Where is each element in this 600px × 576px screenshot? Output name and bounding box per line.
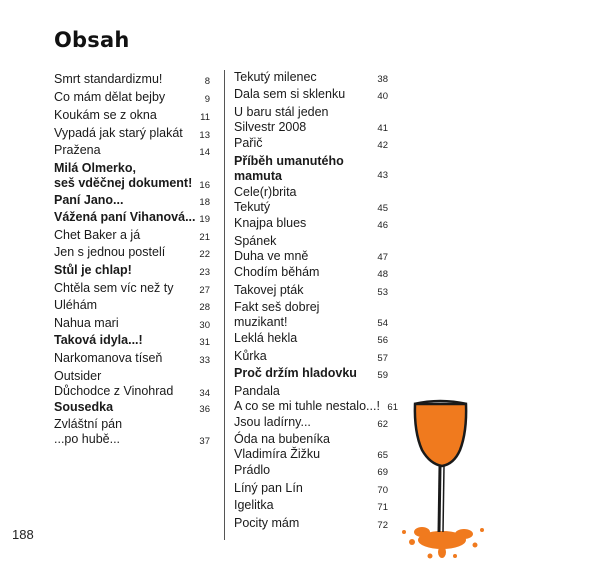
toc-entry-title: Uléhám — [54, 298, 98, 312]
toc-entry-page: 53 — [377, 287, 388, 298]
toc-entry-page: 42 — [377, 140, 388, 151]
toc-entry-title: Vážená paní Vihanová... — [54, 210, 196, 224]
toc-entry-page: 65 — [377, 450, 388, 461]
toc-entry[interactable] — [234, 349, 388, 364]
toc-entry[interactable] — [234, 432, 388, 462]
wine-glass-illustration — [400, 392, 510, 562]
toc-entry[interactable] — [234, 300, 388, 330]
toc-entry-page: 59 — [377, 370, 388, 381]
toc-entry-title: Pražena — [54, 143, 101, 157]
toc-entry-title: Óda na bubeníka Vladimíra Žižku — [234, 432, 330, 461]
toc-entry-page: 56 — [377, 335, 388, 346]
toc-entry-page: 9 — [204, 94, 210, 105]
toc-entry-page: 57 — [377, 353, 388, 364]
toc-entry-page: 71 — [377, 502, 388, 513]
toc-entry[interactable] — [54, 351, 210, 366]
toc-entry-title: Milá Olmerko, seš vděčnej dokument! — [54, 161, 193, 190]
toc-entry[interactable] — [54, 193, 210, 208]
toc-entry-page: 11 — [200, 112, 210, 123]
toc-entry[interactable] — [234, 105, 388, 135]
toc-entry-page: 34 — [199, 388, 210, 399]
toc-entry-title: Jsou ladírny... — [234, 415, 311, 429]
toc-entry-page: 69 — [377, 467, 388, 478]
toc-entry[interactable] — [234, 87, 388, 102]
toc-entry[interactable] — [54, 72, 210, 87]
column-divider — [224, 70, 225, 540]
toc-entry[interactable] — [234, 283, 388, 298]
toc-entry-title: Narkomanova tíseň — [54, 351, 163, 365]
toc-entry[interactable] — [54, 298, 210, 313]
toc-entry-page: 45 — [377, 203, 388, 214]
toc-entry-page: 14 — [199, 147, 210, 158]
toc-entry-title: Pandala A co se mi tuhle nestalo...! — [234, 384, 380, 413]
toc-entry-page: 13 — [199, 130, 210, 141]
toc-entry-page: 48 — [377, 269, 388, 280]
toc-entry-title: Chtěla sem víc než ty — [54, 281, 174, 295]
toc-entry-title: Tekutý milenec — [234, 70, 317, 84]
toc-entry-title: Sousedka — [54, 400, 114, 414]
toc-entry-title: Igelitka — [234, 498, 274, 512]
toc-entry-title: Knajpa blues — [234, 216, 307, 230]
toc-entry-page: 47 — [377, 252, 388, 263]
toc-entry-title: Dala sem si sklenku — [234, 87, 346, 101]
toc-entry-page: 8 — [204, 76, 210, 87]
toc-entry-title: Vypadá jak starý plakát — [54, 126, 183, 140]
toc-entry[interactable] — [234, 136, 388, 151]
toc-entry-title: Líný pan Lín — [234, 481, 303, 495]
toc-entry-title: Příběh umanutého mamuta — [234, 154, 344, 183]
toc-entry-title: Outsider Důchodce z Vinohrad — [54, 369, 174, 398]
toc-entry[interactable] — [234, 70, 388, 85]
toc-entry-title: Fakt seš dobrej muzikant! — [234, 300, 320, 329]
toc-entry-page: 23 — [199, 267, 210, 278]
toc-entry-title: Co mám dělat bejby — [54, 90, 166, 104]
toc-entry-page: 72 — [377, 520, 388, 531]
toc-entry-page: 37 — [199, 436, 210, 447]
toc-entry[interactable] — [234, 384, 398, 414]
toc-entry[interactable] — [54, 210, 210, 225]
toc-entry-page: 46 — [377, 220, 388, 231]
toc-entry-page: 36 — [199, 404, 210, 415]
toc-entry[interactable] — [234, 265, 388, 280]
toc-entry-page: 40 — [377, 91, 388, 102]
toc-entry-page: 62 — [377, 419, 388, 430]
toc-entry[interactable] — [234, 154, 388, 184]
toc-entry[interactable] — [54, 316, 210, 331]
toc-entry-page: 38 — [377, 74, 388, 85]
toc-entry-title: Chodím běhám — [234, 265, 320, 279]
toc-entry[interactable] — [54, 245, 210, 260]
toc-entry[interactable] — [54, 333, 210, 348]
toc-entry-page: 21 — [199, 232, 210, 243]
toc-entry[interactable] — [54, 143, 210, 158]
toc-entry[interactable] — [234, 481, 388, 496]
toc-entry-page: 43 — [377, 170, 388, 181]
toc-entry-page: 61 — [387, 402, 398, 413]
toc-entry[interactable] — [54, 400, 210, 415]
toc-entry-title: Pařič — [234, 136, 263, 150]
toc-entry-page: 30 — [199, 320, 210, 331]
toc-entry[interactable] — [54, 281, 210, 296]
toc-entry-page: 18 — [199, 197, 210, 208]
toc-entry-title: Chet Baker a já — [54, 228, 141, 242]
toc-entry-title: Stůl je chlap! — [54, 263, 132, 277]
toc-entry-title: Paní Jano... — [54, 193, 124, 207]
toc-entry[interactable] — [54, 417, 210, 447]
page-title: Obsah — [54, 28, 130, 52]
toc-entry-page: 31 — [199, 337, 210, 348]
toc-entry-page: 19 — [199, 214, 210, 225]
toc-entry-title: Leklá hekla — [234, 331, 298, 345]
toc-entry-title: Kůrka — [234, 349, 267, 363]
toc-entry[interactable] — [234, 498, 388, 513]
toc-entry[interactable] — [234, 415, 388, 430]
toc-entry-title: Spánek Duha ve mně — [234, 234, 309, 263]
toc-entry-page: 27 — [199, 285, 210, 296]
toc-entry-page: 41 — [377, 123, 388, 134]
toc-entry[interactable] — [54, 108, 210, 123]
page-number: 188 — [12, 527, 34, 542]
toc-entry-title: Cele(r)brita Tekutý — [234, 185, 297, 214]
toc-entry[interactable] — [54, 369, 210, 399]
toc-entry[interactable] — [234, 216, 388, 231]
toc-entry[interactable] — [54, 228, 210, 243]
toc-entry[interactable] — [54, 126, 210, 141]
toc-entry[interactable] — [234, 516, 388, 531]
toc-entry-title: Koukám se z okna — [54, 108, 157, 122]
toc-entry-title: Takovej pták — [234, 283, 304, 297]
toc-entry-page: 22 — [199, 249, 210, 260]
toc-entry-page: 33 — [199, 355, 210, 366]
toc-entry-title: Zvláštní pán ...po hubě... — [54, 417, 123, 446]
toc-entry-title: Proč držím hladovku — [234, 366, 357, 380]
toc-entry-title: Pocity mám — [234, 516, 300, 530]
toc-entry-title: Nahua mari — [54, 316, 119, 330]
toc-entry-page: 54 — [377, 318, 388, 329]
toc-entry[interactable] — [54, 263, 210, 278]
toc-entry[interactable] — [54, 90, 210, 105]
toc-entry[interactable] — [234, 463, 388, 478]
toc-entry-page: 70 — [377, 485, 388, 496]
toc-entry[interactable] — [234, 234, 388, 264]
toc-entry-title: Prádlo — [234, 463, 271, 477]
toc-entry-title: Taková idyla...! — [54, 333, 143, 347]
toc-entry-page: 28 — [199, 302, 210, 313]
toc-entry-page: 16 — [199, 180, 210, 191]
toc-entry-title: Jen s jednou postelí — [54, 245, 166, 259]
toc-entry-title: Smrt standardizmu! — [54, 72, 163, 86]
toc-entry[interactable] — [234, 185, 388, 215]
toc-entry[interactable] — [234, 331, 388, 346]
toc-entry[interactable] — [54, 161, 210, 191]
toc-entry-title: U baru stál jeden Silvestr 2008 — [234, 105, 329, 134]
toc-entry[interactable] — [234, 366, 388, 381]
